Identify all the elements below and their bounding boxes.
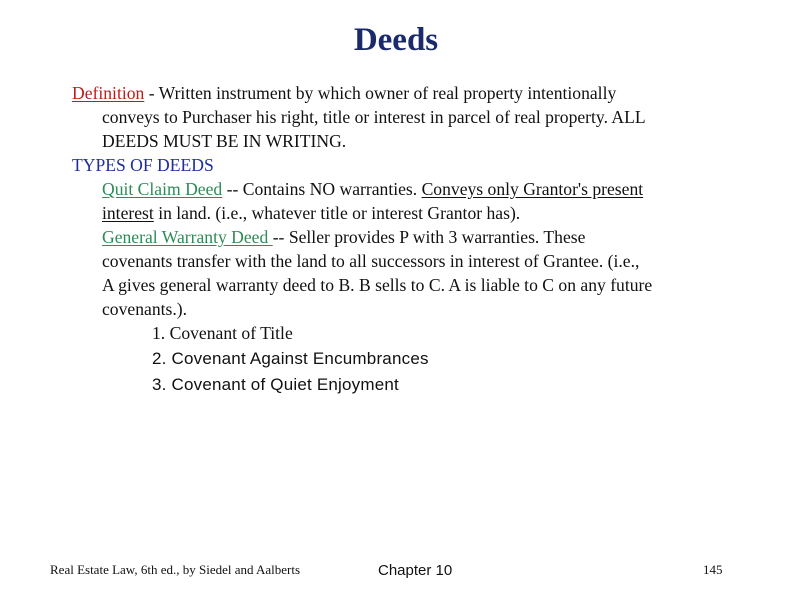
footer-source: Real Estate Law, 6th ed., by Siedel and Aalberts: [50, 562, 301, 577]
footer-page-number: 145: [703, 562, 723, 577]
general-warranty-text-4: covenants.).: [102, 299, 188, 319]
definition-text-1: - Written instrument by which owner of real property intentionally: [144, 83, 617, 103]
definition-text-2: conveys to Purchaser his right, title or interest in parcel of real property. ALL: [102, 107, 646, 127]
quit-claim-line-1: [72, 177, 742, 201]
quit-claim-text-a: -- Contains NO warranties.: [222, 179, 422, 199]
general-warranty-text-1: -- Seller provides P with 3 warranties. These: [272, 227, 586, 247]
general-warranty-text-3: A gives general warranty deed to B. B sells to C. A is liable to C on any future: [102, 275, 653, 295]
quit-claim-interest: interest: [102, 203, 154, 223]
general-warranty-line-1: [72, 225, 742, 249]
covenant-item: 1. Covenant of Title: [152, 323, 293, 343]
types-heading: TYPES OF DEEDS: [72, 155, 214, 175]
general-warranty-term: General Warranty Deed: [102, 227, 273, 247]
quit-claim-term: Quit Claim Deed: [102, 179, 223, 199]
covenant-item: 2. Covenant Against Encumbrances: [152, 349, 429, 368]
quit-claim-line-2-rest: in land. (i.e., whatever title or interest Grantor has).: [153, 203, 521, 223]
footer-chapter: Chapter 10: [378, 562, 453, 579]
slide-body: [72, 81, 742, 397]
definition-line-1: [72, 81, 742, 105]
covenant-item: 3. Covenant of Quiet Enjoyment: [152, 375, 399, 394]
quit-claim-line-2: [72, 201, 742, 225]
definition-text-3: DEEDS MUST BE IN WRITING.: [102, 131, 347, 151]
quit-claim-underlined: Conveys only Grantor's present: [421, 179, 644, 199]
general-warranty-text-2: covenants transfer with the land to all successors in interest of Grantee. (i.e.,: [102, 251, 640, 271]
slide-title: Deeds: [353, 22, 439, 58]
definition-term: Definition: [72, 83, 145, 103]
